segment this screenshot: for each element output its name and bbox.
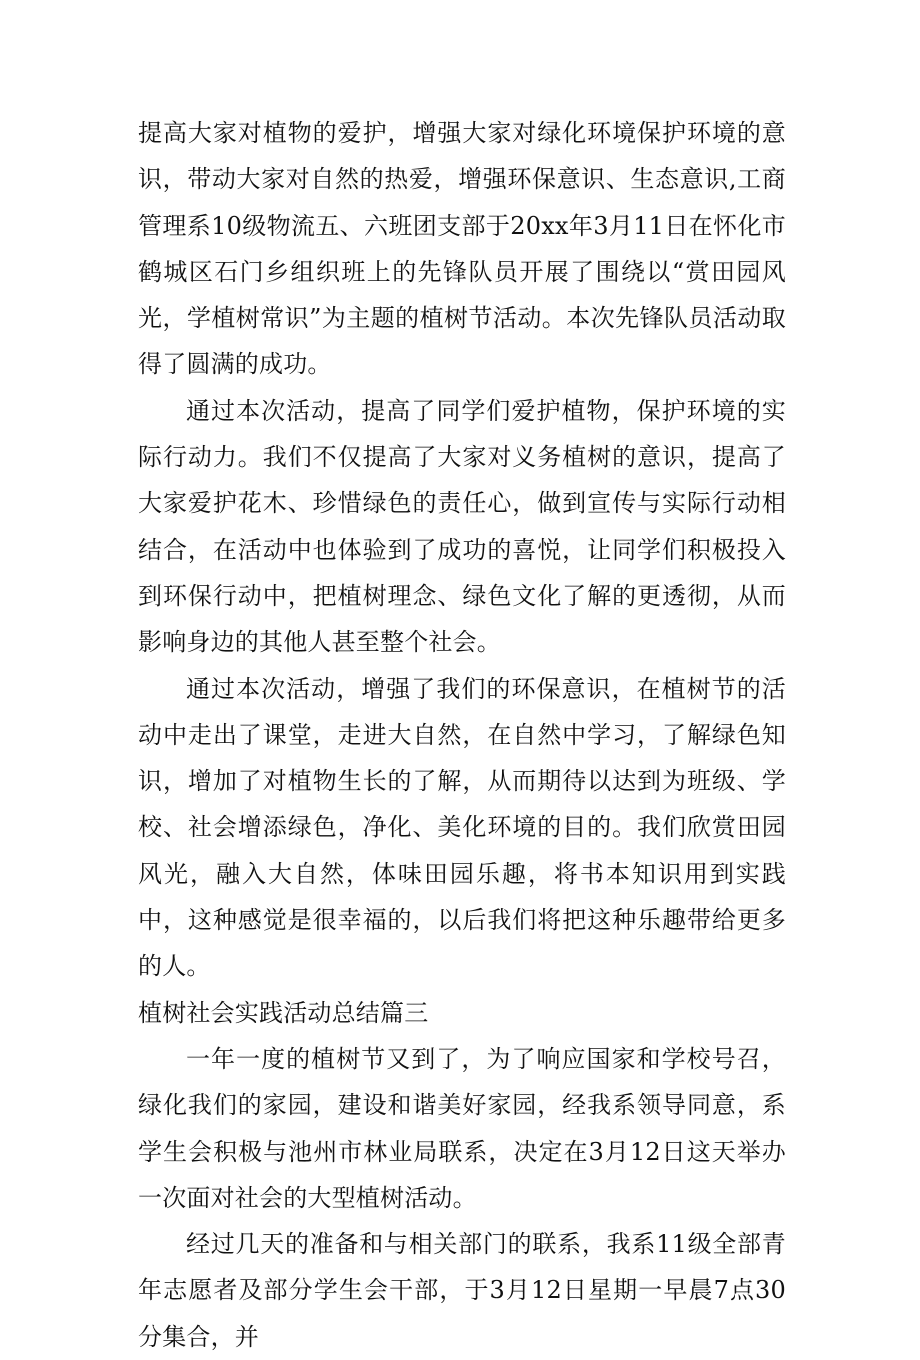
section-title: 植树社会实践活动总结篇三 xyxy=(138,998,429,1027)
paragraph-section-preparation: 经过几天的准备和与相关部门的联系，我系11级全部青年志愿者及部分学生会干部，于3月12日星期一早晨7点30分集合，并 xyxy=(138,1230,786,1351)
paragraph-section-intro: 一年一度的植树节又到了，为了响应国家和学校号召，绿化我们的家园，建设和谐美好家园，经我系领导同意，系学生会积极与池州市林业局联系，决定在3月12日这天举办一次面对社会的大型植树活动。 xyxy=(138,1044,786,1212)
document-body xyxy=(138,110,786,1360)
paragraph-continuation: 提高大家对植物的爱护，增强大家对绿化环境保护环境的意识，带动大家对自然的热爱，增强环保意识、生态意识,工商管理系10级物流五、六班团支部于20xx年3月11日在怀化市鹤城区石门乡组织班上的先锋队员开展了围绕以“赏田园风光，学植树常识”为主题的植树节活动。本次先锋队员活动取得了圆满的成功。 xyxy=(138,119,786,379)
paragraph-environment-awareness: 通过本次活动，增强了我们的环保意识，在植树节的活动中走出了课堂，走进大自然，在自然中学习，了解绿色知识，增加了对植物生长的了解，从而期待以达到为班级、学校、社会增添绿色，净化、美化环境的目的。我们欣赏田园风光，融入大自然，体味田园乐趣，将书本知识用到实践中，这种感觉是很幸福的，以后我们将把这种乐趣带给更多的人。 xyxy=(138,674,786,981)
paragraph-activity-effect: 通过本次活动，提高了同学们爱护植物，保护环境的实际行动力。我们不仅提高了大家对义务植树的意识，提高了大家爱护花木、珍惜绿色的责任心，做到宣传与实际行动相结合，在活动中也体验到了成功的喜悦，让同学们积极投入到环保行动中，把植树理念、绿色文化了解的更透彻，从而影响身边的其他人甚至整个社会。 xyxy=(138,396,786,657)
